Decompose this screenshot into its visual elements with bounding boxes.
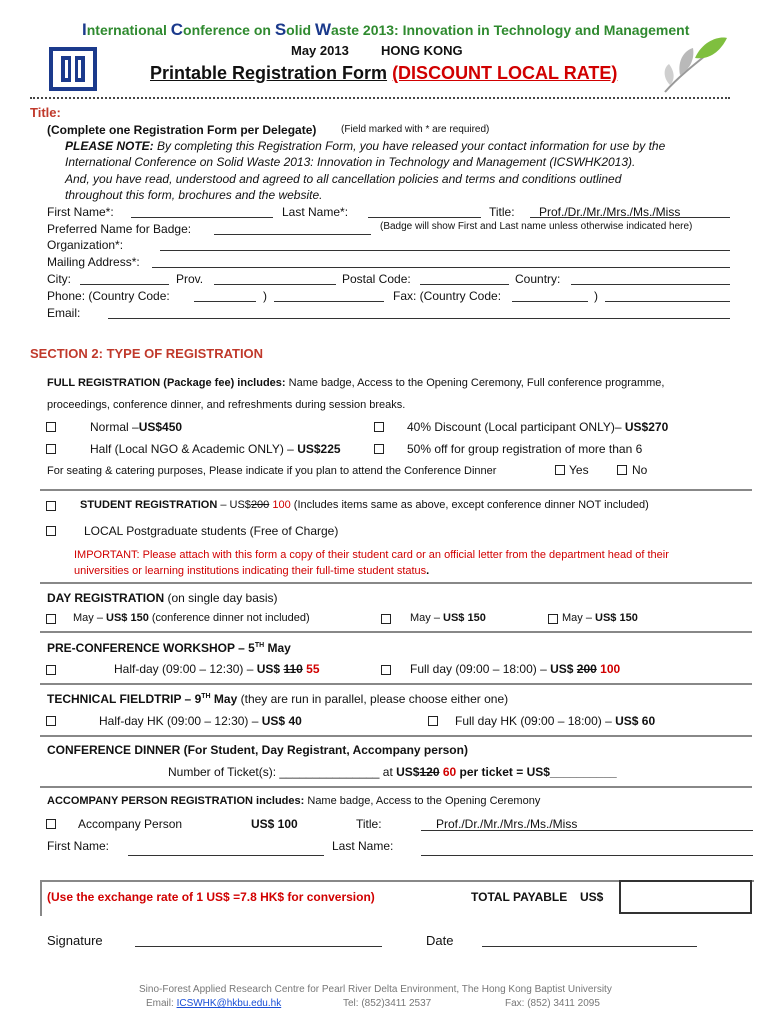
workshop-title [47, 641, 291, 655]
accomp-last-label: Last Name: [332, 839, 394, 853]
city-label: City: [47, 272, 71, 286]
dinner-yes-label: Yes [569, 463, 589, 477]
form-title [150, 63, 617, 84]
divider [40, 489, 752, 491]
student-label: STUDENT REGISTRATION [80, 499, 218, 511]
title-initial-c: C [170, 20, 184, 39]
email-field[interactable] [108, 318, 730, 319]
dinner-yes-checkbox[interactable] [555, 465, 565, 475]
important-note-line1: IMPORTANT: Please attach with this form a copy of their student card or an official letter from the department head of their [74, 549, 669, 561]
fieldtrip-title [47, 692, 508, 706]
country-field[interactable] [571, 284, 730, 285]
day2-checkbox[interactable] [381, 614, 391, 624]
trip-half-option [99, 714, 302, 728]
accomp-price: US$ 100 [251, 817, 298, 831]
form-title-text: Printable Registration Form [150, 63, 388, 83]
total-payable-label: TOTAL PAYABLE [471, 890, 568, 904]
country-label: Country: [515, 272, 561, 286]
badge-note: (Badge will show First and Last name unless otherwise indicated here) [380, 221, 693, 232]
ws-full-checkbox[interactable] [381, 665, 391, 675]
phone-label: Phone: (Country Code: [47, 289, 170, 303]
title-initial-s: S [274, 20, 287, 39]
organization-label: Organization*: [47, 238, 124, 252]
full-registration-items: Name badge, Access to the Opening Ceremony, Full conference programme, [285, 377, 665, 389]
date-field[interactable] [482, 946, 697, 947]
one-form-note: (Complete one Registration Form per Delegate) [47, 123, 317, 137]
date-label: Date [426, 933, 454, 948]
tickets-new: 60 [439, 765, 457, 779]
tickets-tail: per ticket = US$ [456, 765, 550, 779]
normal-label: Normal – [90, 420, 139, 434]
workshop-may: May [264, 641, 291, 655]
day1-price: US$ 150 [106, 612, 149, 624]
fax-label: Fax: (Country Code: [393, 289, 502, 303]
accomp-first-field[interactable] [128, 855, 324, 856]
footer-email [146, 998, 281, 1009]
postal-label: Postal Code: [342, 272, 411, 286]
accomp-desc: Name badge, Access to the Opening Ceremony [304, 795, 541, 807]
group50-option: 50% off for group registration of more than 6 [407, 442, 643, 456]
ws-full-new: 100 [596, 662, 621, 676]
trip-label: TECHNICAL FIELDTRIP – 9 [47, 692, 202, 706]
title-part: onference on [183, 22, 275, 38]
ws-full-label: Full day (09:00 – 18:00) – [410, 662, 551, 676]
trip-half-label: Half-day HK (09:00 – 12:30) – [99, 714, 262, 728]
exchange-rate-note: (Use the exchange rate of 1 US$ =7.8 HK$ for conversion) [47, 890, 375, 904]
conference-title [82, 20, 689, 40]
normal-checkbox[interactable] [46, 422, 56, 432]
day1-checkbox[interactable] [46, 614, 56, 624]
trip-half-price: US$ 40 [261, 714, 302, 728]
email-label: Email: [47, 306, 81, 320]
normal-option [90, 420, 182, 434]
prov-field[interactable] [214, 284, 336, 285]
required-note: (Field marked with * are required) [341, 124, 490, 135]
dotted-divider [30, 97, 730, 99]
trip-full-price: US$ 60 [615, 714, 656, 728]
tickets-label: Number of Ticket(s): _______________ at [168, 765, 397, 779]
accomp-last-field[interactable] [421, 855, 753, 856]
conference-date: May 2013 [291, 43, 349, 58]
accomp-person: Accompany Person [78, 817, 183, 831]
important-note-line2 [74, 565, 429, 577]
badge-name-field[interactable] [214, 234, 371, 235]
workshop-label: PRE-CONFERENCE WORKSHOP – 5 [47, 641, 255, 655]
first-name-field[interactable] [131, 217, 273, 218]
section2-title: SECTION 2: TYPE OF REGISTRATION [30, 346, 264, 361]
trip-full-option [455, 714, 655, 728]
title-label: Title: [489, 205, 515, 219]
discount40-option [407, 420, 668, 434]
day3-checkbox[interactable] [548, 614, 558, 624]
accomp-title-field[interactable] [421, 830, 753, 831]
total-payable-currency: US$ [580, 890, 604, 904]
leaf-logo [655, 30, 735, 100]
accomp-first-label: First Name: [47, 839, 110, 853]
last-name-label: Last Name*: [282, 205, 349, 219]
day1-note: (conference dinner not included) [148, 612, 310, 624]
please-note [65, 138, 715, 203]
ws-full-option [410, 662, 620, 676]
workshop-sup: TH [254, 642, 265, 649]
day2-option [410, 612, 486, 624]
day3-price: US$ 150 [595, 612, 638, 624]
day2-may: May – [410, 612, 444, 624]
divider [40, 683, 752, 685]
postal-field[interactable] [420, 284, 509, 285]
phone-code-field[interactable] [194, 301, 256, 302]
trip-sup: TH [201, 693, 211, 700]
divider [40, 582, 752, 584]
ws-half-new: 55 [302, 662, 320, 676]
city-field[interactable] [80, 284, 169, 285]
phone-number-field[interactable] [274, 301, 384, 302]
discount40-checkbox[interactable] [374, 422, 384, 432]
dinner-title: CONFERENCE DINNER (For Student, Day Registrant, Accompany person) [47, 743, 468, 757]
hkbu-logo [48, 47, 98, 93]
half-ngo-label: Half (Local NGO & Academic ONLY) – [90, 442, 298, 456]
note-line: And, you have read, understood and agreed to all cancellation policies and terms and conditions outlined [65, 171, 622, 186]
student-checkbox[interactable] [46, 501, 56, 511]
accompany-title [47, 795, 540, 807]
day3-may: May – [562, 612, 596, 624]
tickets-blank: __________ [549, 765, 617, 779]
full-registration-desc [47, 377, 664, 389]
total-payable-field[interactable] [619, 880, 752, 914]
phone-paren: ) [263, 289, 267, 303]
ws-half-option [114, 662, 320, 676]
title-initial-w: W [314, 20, 331, 39]
divider [40, 786, 752, 788]
half-ngo-price: US$225 [297, 442, 341, 456]
fax-number-field[interactable] [605, 301, 730, 302]
note-line: throughout this form, brochures and the website. [65, 187, 323, 202]
ws-full-old: 200 [576, 662, 597, 676]
accompany-checkbox[interactable] [46, 819, 56, 829]
dinner-no-checkbox[interactable] [617, 465, 627, 475]
full-registration-desc2: proceedings, conference dinner, and refreshments during session breaks. [47, 399, 406, 411]
form-title-rate: (DISCOUNT LOCAL RATE) [392, 63, 618, 83]
accomp-title-options[interactable]: Prof./Dr./Mr./Mrs./Ms./Miss [436, 817, 578, 831]
day1-may: May – [73, 612, 107, 624]
footer-centre: Sino-Forest Applied Research Centre for Pearl River Delta Environment, The Hong Kong Baptist University [139, 984, 612, 995]
local-pg-checkbox[interactable] [46, 526, 56, 536]
important-text: universities or learning institutions indicating their full-time student status [74, 565, 427, 577]
student-new-price: 100 [269, 499, 291, 511]
fax-code-field[interactable] [512, 301, 588, 302]
badge-name-label: Preferred Name for Badge: [47, 222, 192, 236]
note-line [65, 138, 715, 154]
note-line: International Conference on Solid Waste 2013: Innovation in Technology and Management (ICSWHK2013). [65, 155, 636, 170]
footer-email-link[interactable]: ICSWHK@hkbu.edu.hk [176, 998, 282, 1009]
trip-desc: (they are run in parallel, please choose either one) [237, 692, 509, 706]
last-name-field[interactable] [368, 217, 481, 218]
trip-half-checkbox[interactable] [46, 716, 56, 726]
half-ngo-option [90, 442, 341, 456]
group50-checkbox[interactable] [374, 444, 384, 454]
ws-half-label: Half-day (09:00 – 12:30) – [114, 662, 257, 676]
normal-price: US$450 [138, 420, 183, 434]
student-desc: (Includes items same as above, except conference dinner NOT included) [290, 499, 649, 511]
signature-label: Signature [47, 933, 103, 948]
first-name-label: First Name*: [47, 205, 114, 219]
mailing-label: Mailing Address*: [47, 255, 140, 269]
fax-paren: ) [594, 289, 598, 303]
trip-may: May [210, 692, 238, 706]
seating-question: For seating & catering purposes, Please indicate if you plan to attend the Conference Dinner [47, 465, 497, 477]
ws-half-old: 110 [283, 662, 303, 676]
important-dot: . [426, 565, 430, 577]
title-initial-i: I [82, 20, 87, 39]
divider [40, 631, 752, 633]
accomp-label: ACCOMPANY PERSON REGISTRATION includes: [47, 795, 305, 807]
accomp-title-label: Title: [356, 817, 382, 831]
footer-email-label: Email: [146, 998, 177, 1009]
dinner-tickets[interactable] [168, 765, 617, 779]
title-options[interactable]: Prof./Dr./Mr./Mrs./Ms./Miss [539, 205, 681, 219]
prov-label: Prov. [176, 272, 204, 286]
conference-place: HONG KONG [381, 43, 463, 58]
section1-title: Title: [30, 105, 61, 120]
day-label: DAY REGISTRATION [47, 591, 165, 605]
day-registration-title [47, 591, 278, 605]
ws-half-checkbox[interactable] [46, 665, 56, 675]
full-registration-label: FULL REGISTRATION (Package fee) includes: [47, 377, 286, 389]
tickets-us: US$ [396, 765, 420, 779]
day-desc: (on single day basis) [164, 591, 278, 605]
title-part: nternational [86, 22, 171, 38]
title-part: aste 2013: Innovation in Technology and Management [331, 22, 690, 38]
title-part: olid [286, 22, 315, 38]
student-dash: – US$ [217, 499, 251, 511]
local-pg-option: LOCAL Postgraduate students (Free of Charge) [84, 524, 339, 538]
signature-field[interactable] [135, 946, 382, 947]
trip-full-checkbox[interactable] [428, 716, 438, 726]
discount40-price: US$270 [624, 420, 669, 434]
discount40-label: 40% Discount (Local participant ONLY)– [407, 420, 625, 434]
mailing-field[interactable] [152, 267, 730, 268]
note-text: By completing this Registration Form, you have released your contact information for use by the [153, 139, 666, 153]
tickets-old: 120 [419, 765, 440, 779]
day3-option [562, 612, 638, 624]
student-old-price: 200 [250, 499, 270, 511]
trip-full-label: Full day HK (09:00 – 18:00) – [455, 714, 616, 728]
ws-half-us: US$ [256, 662, 284, 676]
footer-fax: Fax: (852) 3411 2095 [505, 998, 600, 1009]
half-ngo-checkbox[interactable] [46, 444, 56, 454]
please-note-label: PLEASE NOTE: [65, 139, 154, 153]
footer-tel: Tel: (852)3411 2537 [343, 998, 432, 1009]
dinner-no-label: No [632, 463, 648, 477]
day1-option [73, 612, 310, 624]
day2-price: US$ 150 [443, 612, 486, 624]
ws-full-us: US$ [550, 662, 577, 676]
organization-field[interactable] [160, 250, 730, 251]
divider [40, 735, 752, 737]
title-field[interactable] [530, 217, 730, 218]
student-registration [80, 499, 649, 511]
